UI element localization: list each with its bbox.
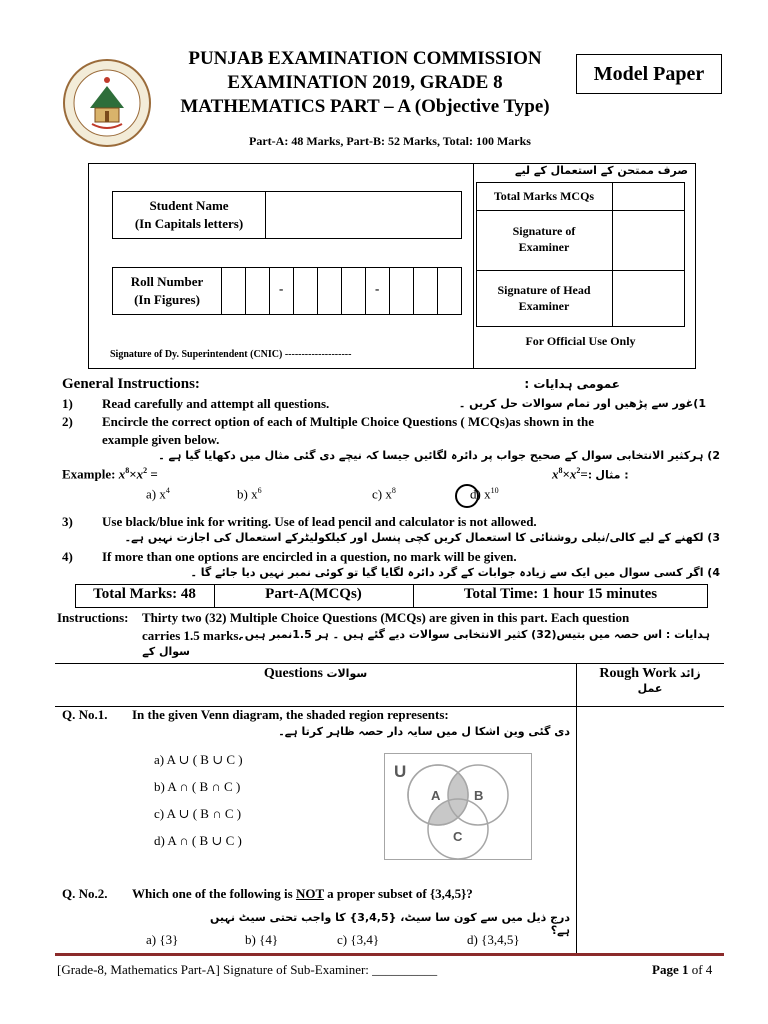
part-instructions-line2: carries 1.5 marks. (142, 628, 242, 643)
roll-dash: - (279, 281, 284, 296)
q1-urdu: دی گئی وین اشکا ل میں سایہ دار حصہ ظاہر کرتا ہے۔ (278, 725, 570, 738)
instruction-3-number: 3) (62, 514, 73, 529)
q2-text-not: NOT (295, 886, 324, 901)
exam-title: EXAMINATION 2019, GRADE 8 (227, 72, 503, 93)
instruction-2-urdu: 2) ہرکثیر الانتخابی سوال کے صحیح جواب پر دائرہ لگائیں جیسا کہ نیچے دی گئی مثال میں دکھایا گیا ہے ۔ (158, 449, 720, 462)
q1-text: In the given Venn diagram, the shaded region represents: (132, 707, 449, 722)
student-name-field[interactable] (265, 191, 462, 239)
example-option-c (372, 486, 396, 502)
part-instructions-urdu-line2: سوال کے (142, 645, 190, 658)
part-instructions-label: Instructions: (57, 610, 129, 625)
sig-head-examiner-sublabel: Examiner (518, 299, 570, 313)
sig-examiner-sublabel: Examiner (518, 240, 570, 254)
total-marks: Total Marks: 48 (93, 586, 196, 602)
instruction-1: Read carefully and attempt all questions. (102, 396, 330, 411)
table-column-divider (576, 663, 577, 953)
sig-head-examiner-label: Signature of Head (497, 283, 591, 297)
instruction-3: Use black/blue ink for writing. Use of lead pencil and calculator is not allowed. (102, 514, 537, 529)
instruction-2-number: 2) (62, 414, 73, 429)
example-option-c-exp: 8 (391, 486, 396, 495)
page-word: Page (652, 962, 679, 977)
roll-digit-divider (341, 268, 342, 314)
instruction-2-line2: example given below. (102, 432, 220, 447)
questions-header-label: Questions (263, 666, 323, 681)
student-examiner-divider (473, 163, 474, 369)
dy-superintendent-signature: Signature of Dy. Superintendent (CNIC) -------------------- (110, 349, 352, 360)
questions-header-urdu: سوالات (326, 667, 368, 680)
model-paper-badge (576, 54, 722, 94)
instruction-4: If more than one options are encircled in a question, no mark will be given. (102, 549, 517, 564)
total-time: Total Time: 1 hour 15 minutes (463, 586, 658, 602)
instruction-4-number: 4) (62, 549, 73, 564)
roll-digit-divider (389, 268, 390, 314)
example-option-c-text: c) x (372, 486, 392, 502)
venn-label-c: C (453, 829, 463, 844)
q2-urdu: درج ذیل میں سے کون سا سیٹ، {3,4,5} کا واجب تحتی سیٹ نہیں ہے؟ (210, 911, 570, 937)
q2-text-post: a proper subset of {3,4,5}? (327, 886, 473, 901)
q2-text (132, 886, 473, 902)
roll-dash: - (375, 281, 380, 296)
venn-label-u: U (394, 762, 407, 781)
example-option-d-text: d) x (470, 486, 491, 502)
rough-work-column-header (576, 666, 724, 695)
q1-option-b[interactable]: b) A ∩ ( B ∩ C ) (154, 779, 241, 794)
roll-digit-divider (413, 268, 414, 314)
q2-text-pre: Which one of the following is (132, 886, 293, 901)
example-option-d-exp: 10 (490, 486, 499, 495)
sig-examiner-field[interactable] (613, 211, 684, 269)
example-encircle-mark (455, 484, 479, 508)
venn-label-a: A (431, 788, 441, 803)
q1-venn-diagram (384, 753, 532, 860)
official-use-label: For Official Use Only (525, 334, 636, 348)
page-total: of 4 (691, 962, 713, 977)
student-name-label: Student Name (149, 198, 229, 213)
venn-label-b: B (474, 788, 484, 803)
commission-title: PUNJAB EXAMINATION COMMISSION (188, 48, 542, 69)
footer-text: [Grade-8, Mathematics Part-A] Signature of Sub-Examiner: __________ (57, 962, 438, 977)
example-urdu-text: مثال : (595, 468, 629, 482)
example-option-a (146, 486, 170, 502)
commission-logo (62, 58, 152, 148)
rough-work-header-urdu-line2: عمل (637, 682, 663, 695)
page-current: 1 (681, 962, 689, 977)
footer-rule (55, 953, 724, 956)
roll-number-sublabel: (In Figures) (134, 292, 200, 307)
roll-number-label: Roll Number (130, 274, 204, 289)
student-name-sublabel: (In Capitals letters) (134, 216, 244, 231)
rough-work-header-label: Rough Work (599, 666, 677, 681)
instruction-1-number: 1) (62, 396, 73, 411)
questions-column-header (55, 666, 576, 682)
example-label: Example: $x^8\times x^2$ = (62, 466, 158, 482)
q2-option-a[interactable]: a) {3} (146, 932, 179, 947)
q2-option-b[interactable]: b) {4} (245, 932, 279, 947)
example-option-a-text: a) x (146, 486, 166, 502)
part-instructions-urdu: ہدایات : اس حصہ میں بتیس(32) کثیر الانتخابی سوالات دیے گئے ہیں ۔ ہر 1.5نمبر ہیں۔ (238, 628, 710, 641)
part-label: Part-A(MCQs) (265, 586, 362, 602)
student-name-label-cell (112, 191, 266, 239)
table-top-rule (55, 663, 724, 664)
roll-digit-divider (365, 268, 366, 314)
roll-digit-divider (293, 268, 294, 314)
instruction-1-urdu: 1)غور سے پڑھیں اور تمام سوالات حل کریں ۔ (458, 397, 706, 410)
example-option-b (237, 486, 262, 502)
roll-digit-divider (245, 268, 246, 314)
q2-option-c[interactable]: c) {3,4} (337, 932, 380, 947)
page-number (652, 962, 712, 978)
example-option-b-exp: 6 (257, 486, 262, 495)
instruction-4-urdu: 4) اگر کسی سوال میں ایک سے زیادہ جوابات کے گرد دائرہ لگایا گیا تو کوئی نمبر نہیں دیا جائے گا ۔ (190, 566, 720, 579)
part-instructions-line1: Thirty two (32) Multiple Choice Questions (MCQs) are given in this part. Each question (142, 610, 630, 625)
total-marks-mcqs-label: Total Marks MCQs (493, 189, 595, 203)
total-marks-mcqs-field[interactable] (613, 183, 684, 209)
marks-line: Part-A: 48 Marks, Part-B: 52 Marks, Total: 100 Marks (249, 134, 531, 148)
instruction-2-line1: Encircle the correct option of each of Multiple Choice Questions ( MCQs)as shown in the (102, 414, 595, 429)
example-urdu: $x^8\times x^2=$: مثال : (552, 466, 629, 482)
roll-digit-divider (317, 268, 318, 314)
roll-number-label-cell (112, 267, 222, 315)
general-instructions-heading: General Instructions: (62, 376, 200, 392)
sig-examiner-label: Signature of (512, 224, 576, 238)
model-paper-label: Model Paper (593, 63, 705, 85)
instruction-3-urdu: 3) لکھنے کے لیے کالی/نیلی روشنائی کا استعمال کریں کچی پنسل اور کیلکولیٹرکے استعمال کی اجازت نہیں ہے۔ (124, 531, 720, 544)
q1-option-a[interactable]: a) A ∪ ( B ∪ C ) (154, 752, 243, 767)
roll-digit-divider (269, 268, 270, 314)
examiner-urdu-header: صرف ممتحن کے استعمال کے لیے (515, 164, 688, 177)
example-option-a-exp: 4 (165, 486, 170, 495)
q2-number: Q. No.2. (62, 886, 108, 901)
general-instructions-heading-urdu: عمومی ہدایات : (524, 377, 620, 391)
subject-title: MATHEMATICS PART – A (Objective Type) (180, 96, 550, 117)
example-option-b-text: b) x (237, 486, 258, 502)
q1-option-c[interactable]: c) A ∪ ( B ∩ C ) (154, 806, 242, 821)
roll-digit-divider (437, 268, 438, 314)
q1-option-d[interactable]: d) A ∩ ( B ∪ C ) (154, 833, 242, 848)
q1-number: Q. No.1. (62, 707, 108, 722)
sig-head-examiner-field[interactable] (613, 271, 684, 326)
example-label-text: Example: (62, 466, 116, 482)
q2-option-d[interactable]: d) {3,4,5} (467, 932, 520, 947)
rough-work-header-urdu: زائد (680, 667, 701, 680)
